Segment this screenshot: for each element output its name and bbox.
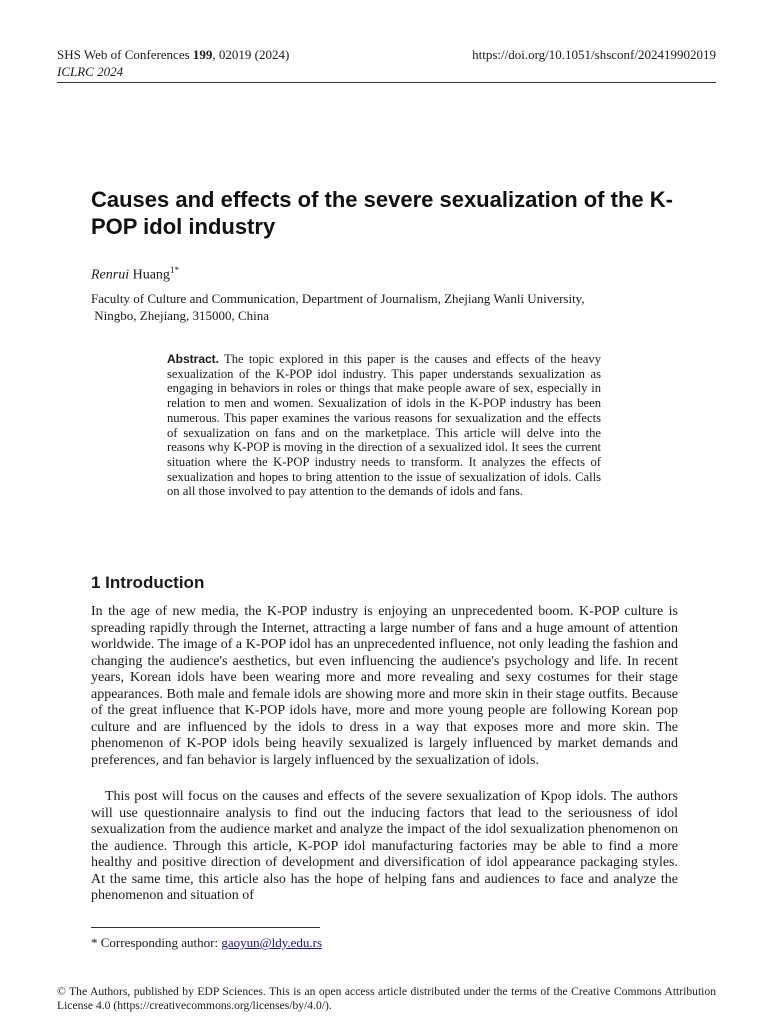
footnote-divider (91, 927, 320, 928)
author-given-name: Renrui (91, 267, 130, 283)
affiliation: Faculty of Culture and Communication, Department of Journalism, Zhejiang Wanli University, Ningbo, Zhejiang, 315000, China (91, 291, 585, 323)
header-divider (57, 82, 716, 83)
author-affiliation-mark: 1* (169, 265, 179, 275)
abstract-label: Abstract. (167, 352, 220, 366)
author-family-name: Huang (129, 267, 170, 283)
article-number: , 02019 (2024) (212, 47, 290, 62)
footnote-label: * Corresponding author: (91, 935, 222, 950)
body-paragraph-2: This post will focus on the causes and effects of the severe sexualization of Kpop idols. The authors will use questionnaire analysis to find out the inducing factors that lead to the seriousness of idol sexualization from the audience market and analyze the impact of the idol sexualization phenomenon on the audience. Through this article, K-POP idol manufacturing factories may be able to find a more healthy and positive direction of development and diversification of idol appearance packaging styles. At the same time, this article also has the hope of helping fans and audiences to face and analyze the phenomenon and situation of (91, 789, 678, 903)
author-email-link[interactable]: gaoyun@ldy.edu.rs (221, 935, 323, 950)
abstract (167, 352, 601, 499)
footnote (91, 935, 322, 951)
author-line (91, 265, 179, 284)
event-name: ICLRC 2024 (57, 64, 124, 79)
abstract-text: The topic explored in this paper is the causes and effects of the heavy sexualization of the K-POP idol industry. This paper understands sexualization as engaging in behaviors in roles or things that make people aware of sex, especially in relation to men and women. Sexualization of idols in the K-POP industry has been numerous. This paper examines the various reasons for sexualization and the effects of sexualization on fans and on the marketplace. This article will delve into the reasons why K-POP is moving in the direction of a sexualized idol. It sees the current situation where the K-POP industry needs to transform. It analyzes the effects of sexualization and hopes to bring attention to the issue of sexualization of idols. Calls on all those involved to pay attention to the demands of idols and fans. (167, 352, 601, 499)
doi-link[interactable]: https://doi.org/10.1051/shsconf/202419902019 (472, 47, 716, 62)
paper-title: Causes and effects of the severe sexualization of the K-POP idol industry (91, 187, 673, 239)
body-paragraph-1: In the age of new media, the K-POP industry is enjoying an unprecedented boom. K-POP culture is spreading rapidly through the Internet, attracting a large number of fans and a huge amount of attention worldwide. The image of a K-POP idol has an unprecedented influence, not only leading the fashion and changing the audience's aesthetics, but even influencing the audience's psychology and life. In recent years, Korean idols have been wearing more and more revealing and sexy costumes for their stage appearances. Both male and female idols are showing more and more skin in their stage outfits. Because of the great influence that K-POP idols have, more and more young people are following Korean pop culture and are influenced by the idols to dress in a way that exposes more and more skin. The phenomenon of K-POP idols being heavily sexualized is largely influenced by market demands and preferences, and fan behavior is largely influenced by the sexualization of idols. (91, 604, 678, 768)
running-header (57, 46, 716, 80)
license-notice: © The Authors, published by EDP Sciences. This is an open access article distributed under the terms of the Creative Commons Attribution License 4.0 (https://creativecommons.org/licenses/by/4.0/). (57, 985, 716, 1012)
volume-number: 199 (192, 47, 213, 62)
journal-name: SHS Web of Conferences (57, 47, 190, 62)
journal-citation (57, 46, 289, 63)
section-heading: 1 Introduction (91, 573, 205, 592)
